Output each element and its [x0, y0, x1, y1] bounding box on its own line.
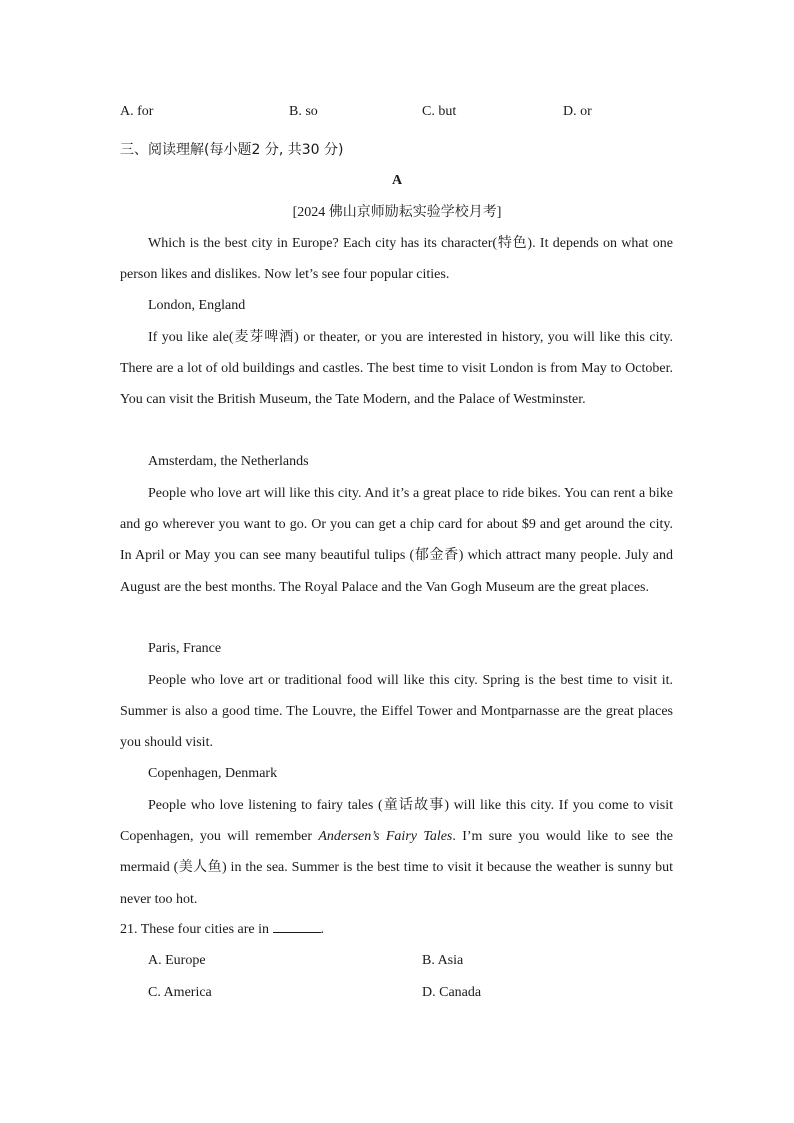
city-text-paris: People who love art or traditional food will like this city. Spring is the best time to visit it. Summer is also a good time. The Louvre, the Eiffel Tower and Montparnasse are the great places you should visit.: [120, 673, 673, 751]
q21-option-d[interactable]: D. Canada: [422, 985, 482, 1000]
city-text-amsterdam: People who love art will like this city. And it’s a great place to ride bikes. You can rent a bike and go wherever you want to go. Or you can get a chip card for about $9 and get around the city. In April or May you can see many beautiful tulips (郁金香) which attract many people. July and August are the best months. The Royal Palace and the Van Gogh Museum are the great places.: [120, 486, 673, 595]
city-title-paris: Paris, France: [148, 641, 222, 656]
q21-stem-end: .: [320, 922, 325, 937]
q20-option-c[interactable]: C. but: [422, 104, 457, 119]
copenhagen-text-part-1: People who love listening to fairy tales (童话故事) will like this city. If you come to visit Copenhagen, you will remember: [120, 798, 673, 845]
book-title: Andersen’s Fairy Tales: [318, 829, 453, 845]
city-title-amsterdam: Amsterdam, the Netherlands: [148, 454, 309, 469]
answer-blank[interactable]: [273, 920, 321, 933]
q21-option-a[interactable]: A. Europe: [148, 953, 206, 968]
section-heading: 三、阅读理解(每小题2 分, 共30 分): [120, 142, 344, 158]
copenhagen-text-part-2: . I’m sure you would like to see the mermaid (美人鱼) in the sea. Summer is the best time to visit it because the weather is sunny but never too hot.: [120, 829, 673, 907]
passage-intro: Which is the best city in Europe? Each city has its character(特色). It depends on what one person likes and dislikes. Now let’s see four popular cities.: [120, 236, 673, 283]
q20-option-b[interactable]: B. so: [289, 104, 318, 119]
q21-option-b[interactable]: B. Asia: [422, 953, 464, 968]
q20-option-d[interactable]: D. or: [563, 104, 592, 119]
q20-option-a[interactable]: A. for: [120, 104, 154, 119]
city-text-copenhagen: [120, 790, 673, 915]
q21-option-c[interactable]: C. America: [148, 985, 212, 1000]
passage-source: [2024 佛山京师励耘实验学校月考]: [292, 205, 502, 220]
q21-stem: [120, 920, 324, 940]
city-title-copenhagen: Copenhagen, Denmark: [148, 766, 278, 781]
city-text-london: If you like ale(麦芽啤酒) or theater, or you are interested in history, you will like this city. There are a lot of old buildings and castles. The best time to visit London is from May to October. You can visit the British Museum, the Tate Modern, and the Palace of Westminster.: [120, 330, 673, 408]
city-title-london: London, England: [148, 298, 246, 313]
q21-stem-text: 21. These four cities are in: [120, 922, 270, 937]
passage-letter: A: [391, 173, 403, 188]
